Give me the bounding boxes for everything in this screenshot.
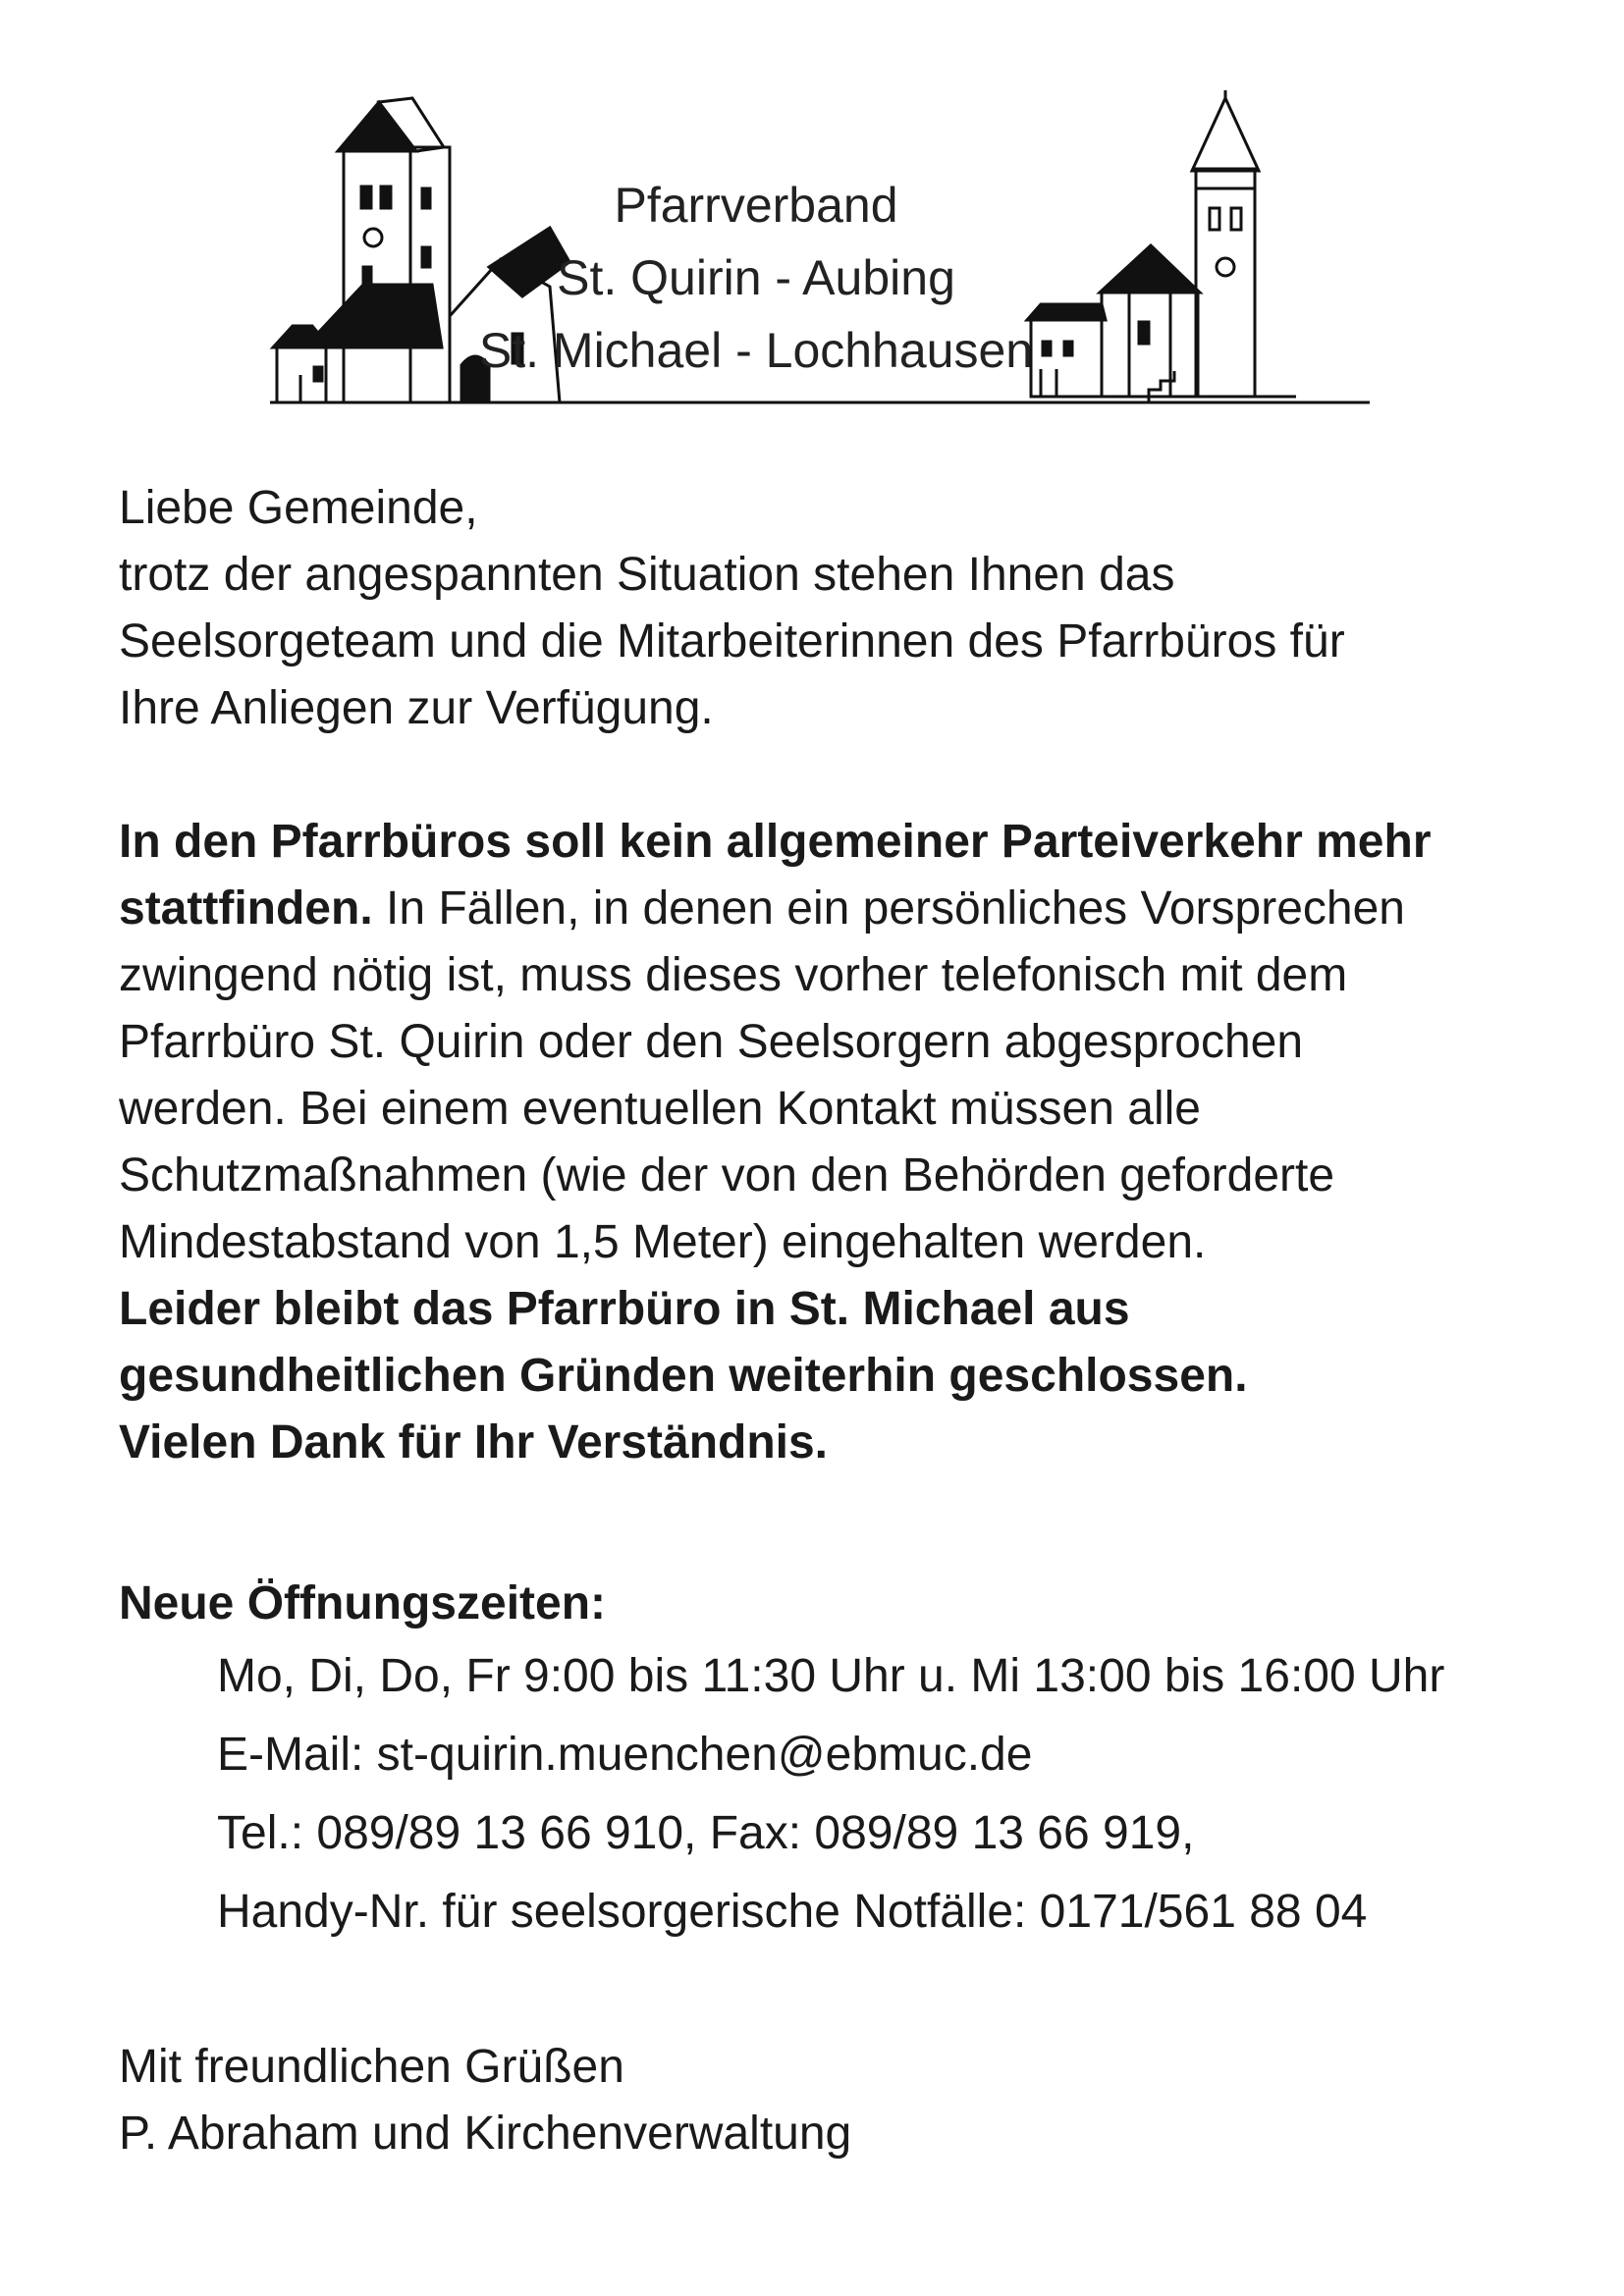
- greeting: Liebe Gemeinde,: [119, 482, 478, 534]
- hours-heading: [119, 1571, 1533, 1637]
- notice-bold-line: [119, 809, 1533, 876]
- notice-line: Pfarrbüro St. Quirin oder den Seelsorgern abgesprochen: [119, 1016, 1304, 1068]
- contact-emergency: Handy-Nr. für seelsorgerische Notfälle: 0171/561 88 04: [217, 1886, 1368, 1938]
- intro-line: Seelsorgeteam und die Mitarbeiterinnen des Pfarrbüros für: [119, 615, 1345, 667]
- notice-line: zwingend nötig ist, muss dieses vorher telefonisch mit dem: [119, 949, 1348, 1001]
- notice-bold-text: In den Pfarrbüros soll kein allgemeiner Parteiverkehr mehr: [119, 816, 1432, 868]
- thanks-line: [119, 1410, 1533, 1476]
- contact-hours: Mo, Di, Do, Fr 9:00 bis 11:30 Uhr u. Mi 13:00 bis 16:00 Uhr: [217, 1650, 1445, 1702]
- letterhead-title: [461, 169, 1051, 387]
- closed-notice-line: [119, 1276, 1533, 1343]
- st-michael-church-drawing: [1027, 90, 1296, 402]
- letterhead-line-1: Pfarrverband: [614, 178, 898, 233]
- signature: P. Abraham und Kirchenverwaltung: [119, 2108, 852, 2160]
- thanks-text: Vielen Dank für Ihr Verständnis.: [119, 1416, 829, 1468]
- closing: Mit freundlichen Grüßen: [119, 2041, 624, 2093]
- contact-phone: Tel.: 089/89 13 66 910, Fax: 089/89 13 66 919,: [217, 1807, 1195, 1859]
- hours-heading-text: Neue Öffnungszeiten:: [119, 1577, 607, 1629]
- notice-bold-text: stattfinden.: [119, 882, 373, 934]
- letterhead-line-2: St. Quirin - Aubing: [557, 250, 955, 305]
- paragraph-gap: [119, 742, 1533, 809]
- letterhead-line-3: St. Michael - Lochhausen: [478, 323, 1034, 378]
- closed-notice-text: gesundheitlichen Gründen weiterhin geschlossen.: [119, 1350, 1248, 1402]
- paragraph-gap: [119, 1951, 1533, 2034]
- notice-mixed-line: [119, 876, 1533, 942]
- notice-text: In Fällen, in denen ein persönliches Vorsprechen: [372, 882, 1405, 934]
- intro-line: Ihre Anliegen zur Verfügung.: [119, 682, 714, 734]
- notice-line: werden. Bei einem eventuellen Kontakt müssen alle: [119, 1083, 1201, 1135]
- closed-notice-text: Leider bleibt das Pfarrbüro in St. Michael aus: [119, 1283, 1130, 1335]
- contact-email: E-Mail: st-quirin.muenchen@ebmuc.de: [217, 1729, 1033, 1781]
- intro-line: trotz der angespannten Situation stehen Ihnen das: [119, 549, 1175, 601]
- letter-body: [119, 475, 1533, 2167]
- paragraph-gap: [119, 1543, 1533, 1571]
- letterhead: [265, 90, 1375, 414]
- notice-line: Mindestabstand von 1,5 Meter) eingehalten werden.: [119, 1216, 1207, 1268]
- paragraph-gap: [119, 1476, 1533, 1543]
- notice-line: Schutzmaßnahmen (wie der von den Behörden geforderte: [119, 1149, 1335, 1201]
- closed-notice-line: [119, 1343, 1533, 1410]
